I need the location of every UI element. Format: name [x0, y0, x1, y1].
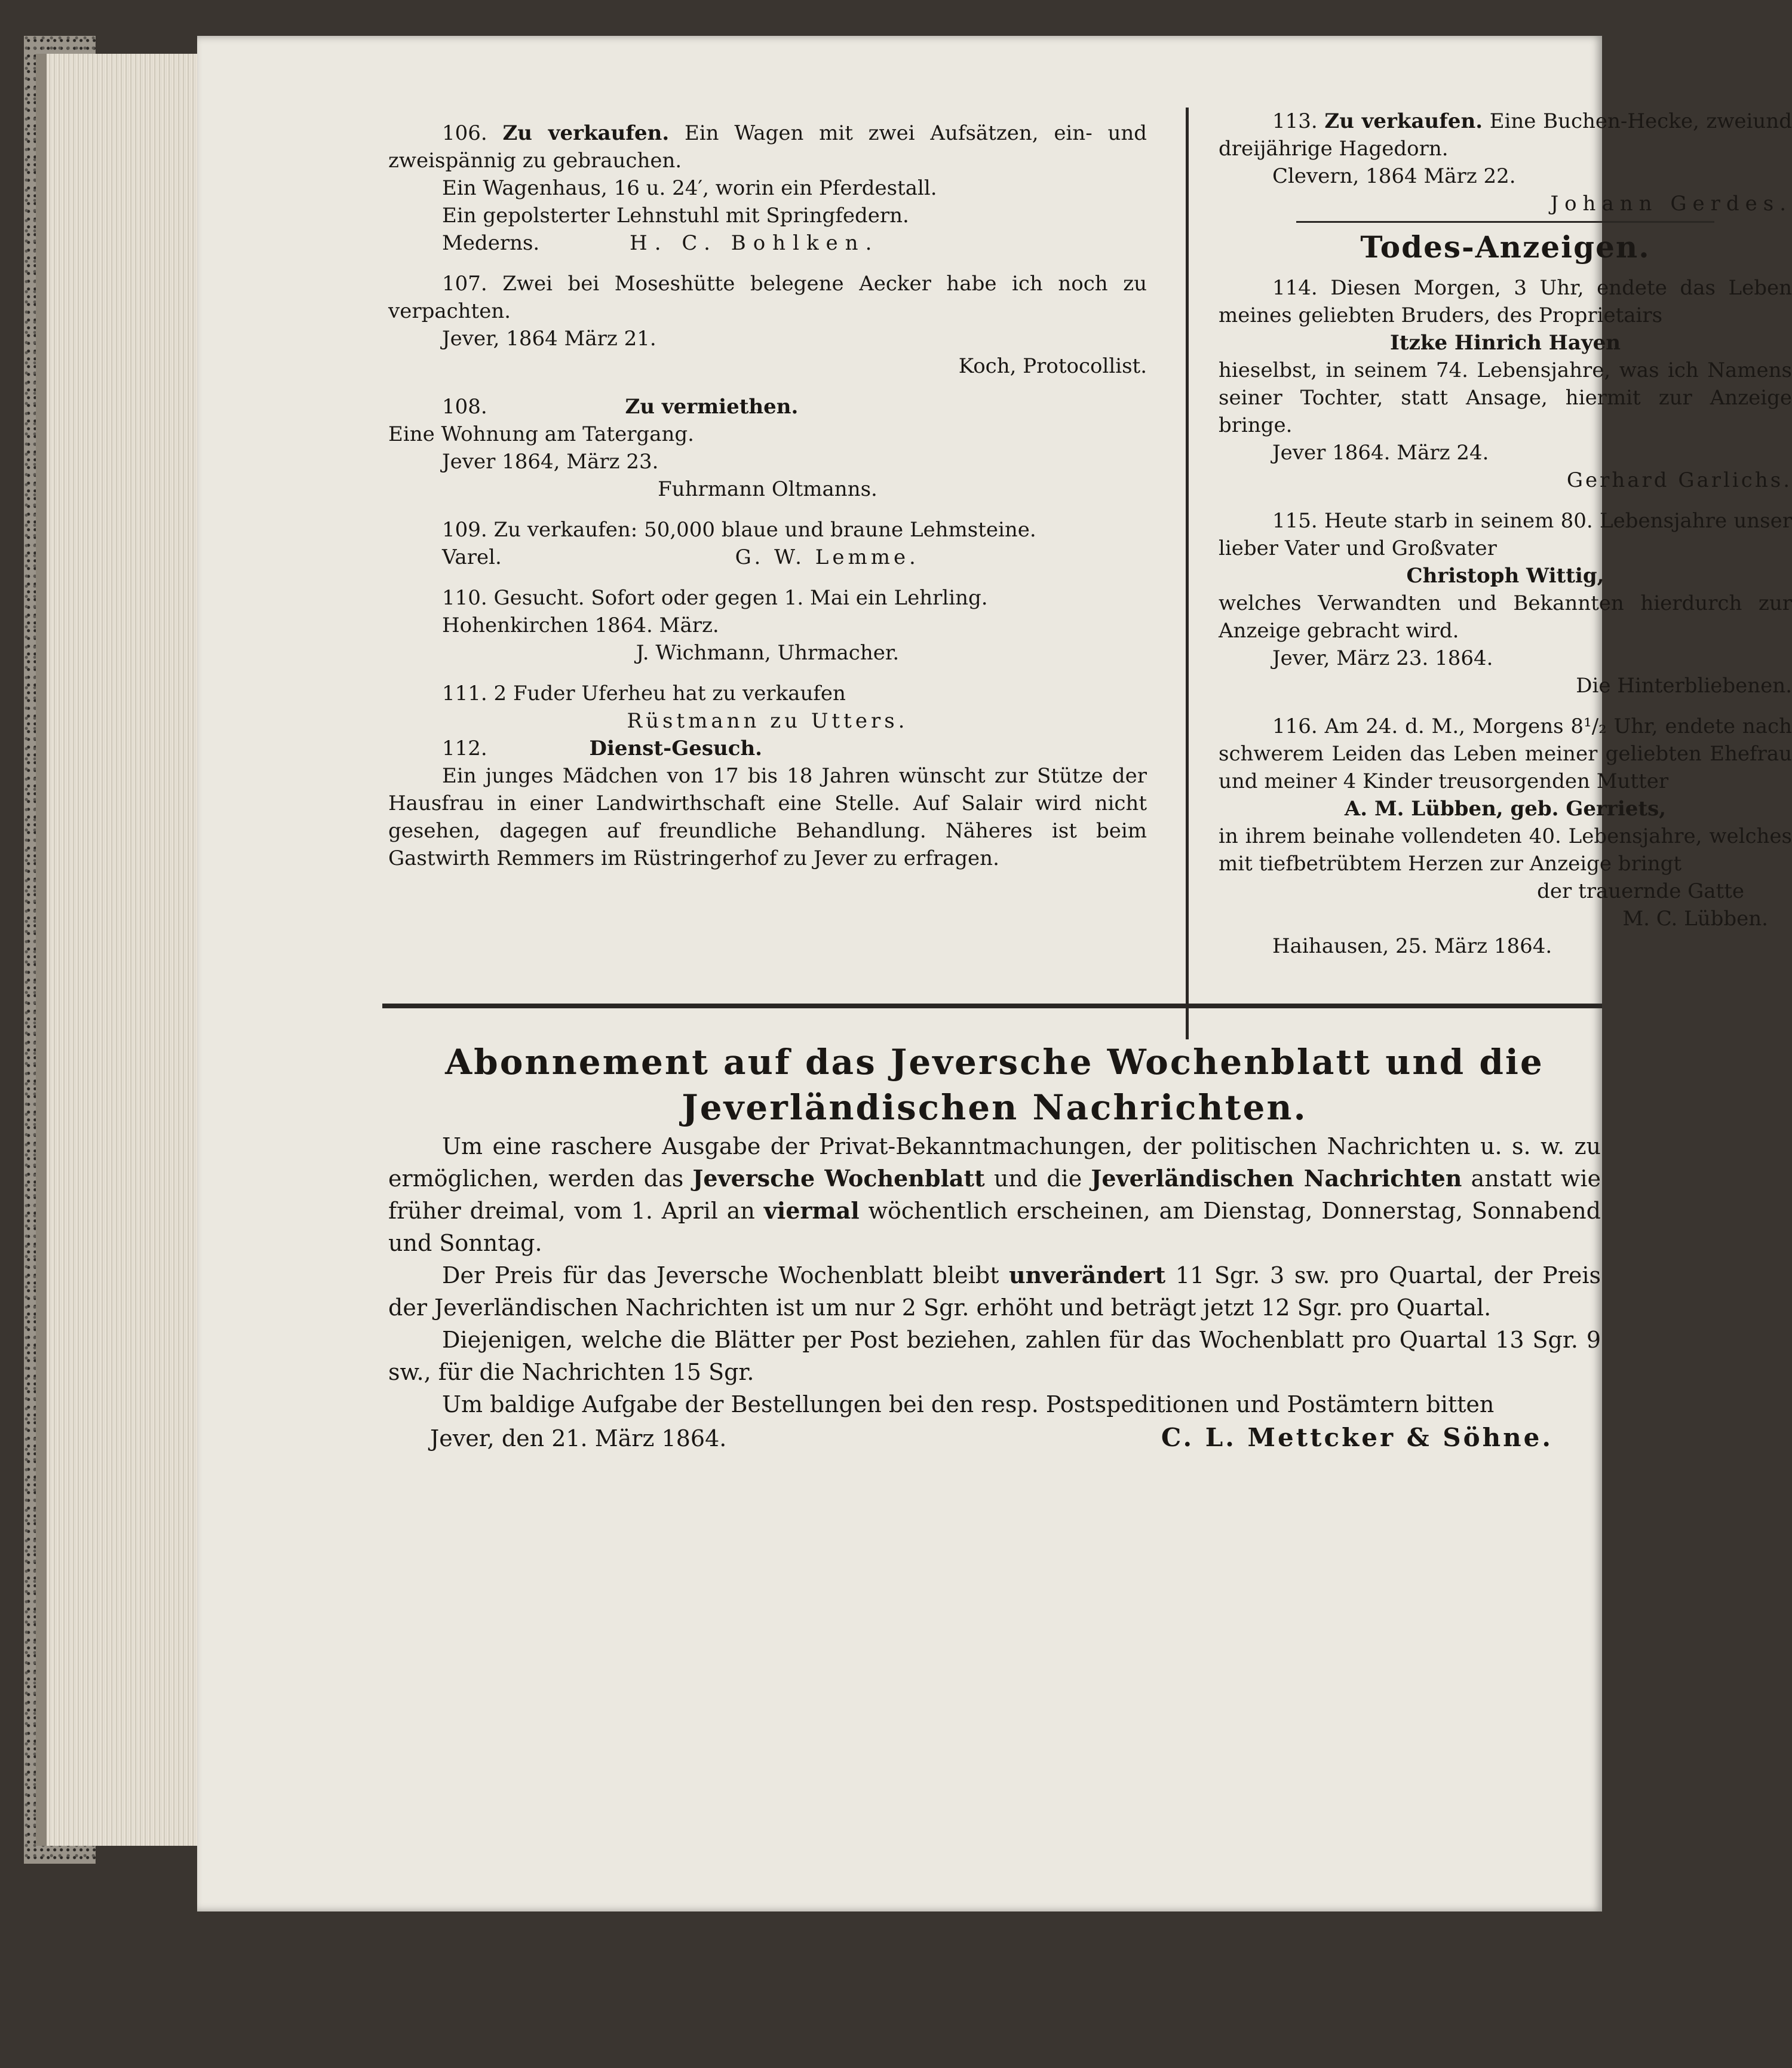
deceased-name: Itzke Hinrich Hayen — [1389, 331, 1621, 355]
ad-number: 116. — [1272, 714, 1318, 738]
notice-text: anstatt wie früher dreimal, vom 1. April an — [388, 1165, 1601, 1224]
ad-date: Haihausen, 25. März 1864. — [1272, 934, 1552, 958]
deceased-name: Christoph Wittig, — [1406, 564, 1604, 588]
ad-signer: J. Wichmann, Uhrmacher. — [636, 641, 900, 665]
ad-text: Ein gepolsterter Lehnstuhl mit Springfedern. — [442, 204, 909, 228]
ad-108 — [388, 393, 1147, 503]
section-rule — [1296, 221, 1714, 223]
ad-date: Hohenkirchen 1864. März. — [442, 613, 719, 637]
notice-text: Der Preis für das Jeversche Wochenblatt bleibt — [442, 1262, 1009, 1288]
ad-date: Clevern, 1864 März 22. — [1272, 164, 1516, 188]
ad-number: 107. — [442, 272, 487, 296]
ad-place: Mederns. — [442, 231, 540, 255]
ad-title: Zu verkaufen. — [1324, 109, 1483, 133]
notice-date: Jever, den 21. März 1864. — [430, 1425, 727, 1452]
ad-date: Jever, 1864 März 21. — [442, 327, 656, 351]
ad-109 — [388, 516, 1147, 571]
ad-text: Diesen Morgen, 3 Uhr, endete das Leben meines geliebten Bruders, des Proprietairs — [1219, 276, 1792, 327]
ad-signer: Fuhrmann Oltmanns. — [658, 477, 877, 501]
ad-signer: Koch, Protocollist. — [958, 354, 1147, 378]
ad-date: Jever, März 23. 1864. — [1272, 646, 1493, 670]
ad-signer: H. C. Bohlken. — [630, 231, 879, 255]
ad-text: in ihrem beinahe vollendeten 40. Lebensjahre, welches mit tiefbetrübtem Herzen zur Anzeige bringt — [1219, 824, 1792, 876]
ad-date: Jever 1864. März 24. — [1272, 441, 1489, 465]
ad-signer: Rüstmann zu Utters. — [627, 709, 909, 733]
ad-signer: Gerhard Garlichs. — [1566, 468, 1792, 492]
ad-106 — [388, 119, 1147, 257]
ad-text: Am 24. d. M., Morgens 8¹/₂ Uhr, endete nach schwerem Leiden das Leben meiner geliebten Ehefrau und meiner 4 Kinder treusorgenden Mutter — [1219, 714, 1792, 793]
section-title: Todes-Anzeigen. — [1360, 229, 1650, 265]
ad-number: 112. — [442, 737, 487, 760]
ad-number: 110. — [442, 586, 487, 610]
deceased-name: A. M. Lübben, geb. Gerriets, — [1344, 797, 1667, 821]
notice-title: Abonnement auf das Jeversche Wochenblatt und die — [445, 1042, 1544, 1082]
ad-place: Varel. — [442, 545, 502, 569]
ad-112 — [388, 735, 1147, 872]
ad-number: 109. — [442, 518, 487, 542]
notice-text: Um baldige Aufgabe der Bestellungen bei den resp. Postspeditionen und Postämtern bitten — [442, 1391, 1495, 1417]
notice-emphasis: viermal — [763, 1197, 860, 1224]
ad-text: Heute starb in seinem 80. Lebensjahre unser lieber Vater und Großvater — [1219, 509, 1792, 560]
ad-title: Zu verkaufen. — [502, 121, 670, 145]
ad-text: Ein junges Mädchen von 17 bis 18 Jahren wünscht zur Stütze der Hausfrau in einer Landwirthschaft eine Stelle. Auf Salair wird nicht gesehen, dagegen auf freundliche Behandlung. Näheres ist beim Gastwirth Remmers im Rüstringerhof zu Jever zu erfragen. — [388, 764, 1147, 870]
ad-number: 115. — [1272, 509, 1318, 533]
ad-signer: der trauernde Gatte — [1537, 879, 1744, 903]
ad-text: Gesucht. Sofort oder gegen 1. Mai ein Lehrling. — [493, 586, 988, 610]
notice-text: Diejenigen, welche die Blätter per Post beziehen, zahlen für das Wochenblatt pro Quartal 13 Sgr. 9 sw., für die Nachrichten 15 Sgr. — [388, 1327, 1601, 1385]
notice-emphasis: unverändert — [1009, 1262, 1166, 1288]
notice-emphasis: Jeversche Wochenblatt — [692, 1165, 985, 1192]
notice-signer: C. L. Mettcker & Söhne. — [1161, 1423, 1553, 1452]
ad-text: hieselbst, in seinem 74. Lebensjahre, was ich Namens seiner Tochter, statt Ansage, hiermit zur Anzeige bringe. — [1219, 358, 1792, 437]
ad-text: Zu verkaufen: 50,000 blaue und braune Lehmsteine. — [493, 518, 1036, 542]
ad-text: Zwei bei Moseshütte belegene Aecker habe ich noch zu verpachten. — [388, 272, 1147, 323]
ad-number: 113. — [1272, 109, 1318, 133]
ad-title: Dienst-Gesuch. — [589, 737, 763, 760]
ad-signer: Johann Gerdes. — [1550, 192, 1792, 216]
ad-number: 106. — [442, 121, 487, 145]
ad-signer: G. W. Lemme. — [735, 545, 919, 569]
ad-107 — [388, 270, 1147, 380]
ad-text: Ein Wagen mit zwei Aufsätzen, ein- und zweispännig zu gebrauchen. — [388, 121, 1147, 173]
notice-text: 11 Sgr. 3 sw. pro Quartal, der Preis der Jeverländischen Nachrichten ist um nur 2 Sgr. erhöht und beträgt jetzt 12 Sgr. pro Quartal. — [388, 1262, 1601, 1321]
notice-text: wöchentlich erscheinen, am Dienstag, Donnerstag, Sonnabend und Sonntag. — [388, 1198, 1601, 1256]
horizontal-rule — [382, 1004, 1602, 1008]
ad-text: welches Verwandten und Bekannten hierdurch zur Anzeige gebracht wird. — [1219, 591, 1792, 643]
ad-text: 2 Fuder Uferheu hat zu verkaufen — [493, 682, 846, 705]
ad-number: 114. — [1272, 276, 1318, 300]
notice-emphasis: Jeverländischen Nachrichten — [1091, 1165, 1462, 1192]
ad-title: Zu vermiethen. — [625, 395, 799, 419]
notice-title: Jeverländischen Nachrichten. — [682, 1087, 1308, 1128]
right-column — [1219, 108, 1792, 960]
ad-111 — [388, 680, 1147, 735]
notice-text: und die — [984, 1165, 1091, 1192]
ad-114 — [1219, 274, 1792, 494]
abonnement-notice — [388, 1039, 1601, 1455]
ad-signer: Die Hinterbliebenen. — [1576, 674, 1792, 698]
column-divider — [1186, 108, 1189, 1039]
ad-text: Ein Wagenhaus, 16 u. 24′, worin ein Pferdestall. — [442, 176, 937, 200]
ad-110 — [388, 584, 1147, 667]
ad-text: Eine Buchen-Hecke, zweiund dreijährige Hagedorn. — [1219, 109, 1792, 161]
ad-number: 111. — [442, 682, 487, 705]
notice-text: Um eine raschere Ausgabe der Privat-Bekanntmachungen, der politischen Nachrichten u. s. w. zu ermöglichen, werden das — [388, 1133, 1601, 1192]
left-column — [388, 119, 1147, 872]
ad-text: Eine Wohnung am Tatergang. — [388, 422, 694, 446]
ad-115 — [1219, 507, 1792, 699]
ad-signer: M. C. Lübben. — [1622, 907, 1768, 931]
newspaper-page — [197, 36, 1792, 1911]
ad-116 — [1219, 713, 1792, 960]
ad-date: Jever 1864, März 23. — [442, 450, 659, 474]
ad-113 — [1219, 108, 1792, 217]
ad-number: 108. — [442, 395, 487, 419]
